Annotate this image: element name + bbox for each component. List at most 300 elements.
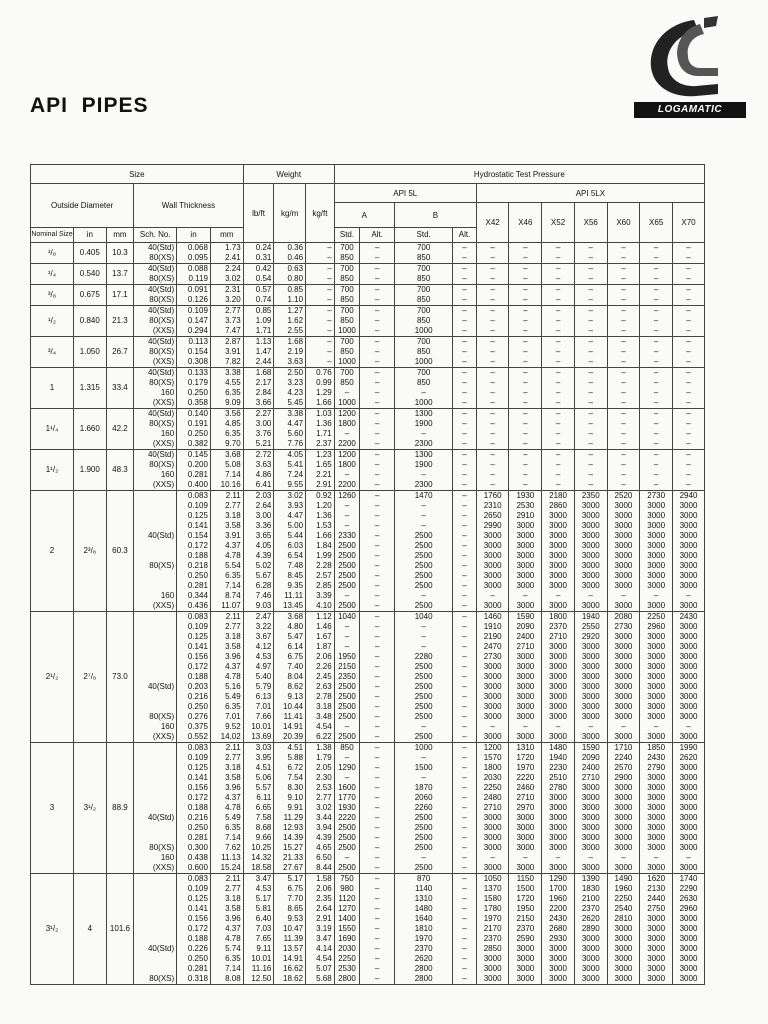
x65-cell: 3000: [640, 642, 673, 652]
a-std-cell: –: [334, 753, 360, 763]
b-std-cell: 2500: [395, 863, 453, 874]
x46-cell: 3000: [509, 944, 542, 954]
x52-cell: 3000: [542, 944, 575, 954]
a-std-cell: –: [334, 501, 360, 511]
sch-no-cell: 80(XS): [134, 347, 177, 357]
kg-ft-cell: 1.36: [306, 511, 335, 521]
x70-cell: 3000: [673, 551, 705, 561]
x70-cell: 3000: [673, 521, 705, 531]
x65-cell: 3000: [640, 934, 673, 944]
wt-mm-header: mm: [210, 228, 243, 243]
x42-cell: –: [476, 253, 509, 264]
wt-mm-cell: 2.77: [210, 753, 243, 763]
b-alt-cell: –: [453, 642, 477, 652]
a-std-cell: 2500: [334, 823, 360, 833]
od-mm-cell: 21.3: [106, 306, 134, 337]
lb-ft-cell: 1.47: [243, 347, 274, 357]
a-alt-cell: –: [360, 470, 395, 480]
sch-no-cell: [134, 753, 177, 763]
kg-m-cell: 1.68: [274, 337, 306, 348]
lb-ft-cell: 6.40: [243, 914, 274, 924]
x52-cell: 2180: [542, 491, 575, 502]
a-std-cell: 700: [334, 368, 360, 379]
wt-mm-cell: 3.02: [210, 274, 243, 285]
wt-mm-cell: 3.96: [210, 783, 243, 793]
a-std-cell: 2500: [334, 682, 360, 692]
x46-cell: 3000: [509, 833, 542, 843]
x56-cell: 3000: [574, 511, 607, 521]
a-std-cell: 1000: [334, 357, 360, 368]
wall-thickness-header: Wall Thickness: [134, 184, 243, 228]
x65-cell: –: [640, 853, 673, 863]
wt-mm-cell: 7.14: [210, 581, 243, 591]
b-alt-cell: –: [453, 450, 477, 461]
wt-in-cell: 0.141: [177, 642, 211, 652]
a-alt-cell: –: [360, 450, 395, 461]
b-alt-cell: –: [453, 793, 477, 803]
lb-ft-cell: 0.31: [243, 253, 274, 264]
wt-in-cell: 0.188: [177, 803, 211, 813]
x70-cell: 3000: [673, 511, 705, 521]
x65-cell: 3000: [640, 652, 673, 662]
a-alt-cell: –: [360, 581, 395, 591]
x65-cell: 3000: [640, 863, 673, 874]
kg-ft-cell: 2.35: [306, 894, 335, 904]
x46-cell: –: [509, 368, 542, 379]
kg-ft-header: kg/ft: [306, 184, 335, 243]
x65-cell: 3000: [640, 803, 673, 813]
sch-no-cell: [134, 954, 177, 964]
x56-cell: –: [574, 591, 607, 601]
x56-cell: 3000: [574, 934, 607, 944]
table-row: [31, 743, 705, 754]
x42-cell: 3000: [476, 551, 509, 561]
kg-m-cell: 0.85: [274, 285, 306, 296]
x70-cell: –: [673, 853, 705, 863]
a-std-cell: –: [334, 511, 360, 521]
x52-cell: –: [542, 243, 575, 254]
x65-cell: –: [640, 253, 673, 264]
x42-cell: 2650: [476, 511, 509, 521]
x42-cell: 3000: [476, 863, 509, 874]
od-mm-cell: 33.4: [106, 368, 134, 409]
x70-cell: –: [673, 326, 705, 337]
b-std-cell: 700: [395, 306, 453, 317]
x70-cell: 3000: [673, 732, 705, 743]
x60-cell: 3000: [607, 692, 640, 702]
x56-cell: 3000: [574, 944, 607, 954]
kg-m-cell: 5.41: [274, 460, 306, 470]
kg-m-cell: 1.62: [274, 316, 306, 326]
wt-mm-cell: 3.68: [210, 450, 243, 461]
b-alt-cell: –: [453, 480, 477, 491]
wt-in-cell: 0.600: [177, 863, 211, 874]
a-alt-cell: –: [360, 388, 395, 398]
wt-in-cell: 0.125: [177, 894, 211, 904]
x56-cell: 1940: [574, 612, 607, 623]
kg-ft-cell: –: [306, 316, 335, 326]
wt-mm-cell: 6.35: [210, 702, 243, 712]
x46-cell: –: [509, 591, 542, 601]
kg-ft-cell: 2.63: [306, 682, 335, 692]
x46-cell: –: [509, 853, 542, 863]
wt-in-cell: 0.438: [177, 853, 211, 863]
wt-mm-cell: 3.58: [210, 904, 243, 914]
a-std-cell: 700: [334, 285, 360, 296]
kg-ft-cell: –: [306, 357, 335, 368]
wt-mm-cell: 6.35: [210, 388, 243, 398]
a-alt-cell: –: [360, 954, 395, 964]
sch-no-cell: (XXS): [134, 601, 177, 612]
kg-m-cell: 27.67: [274, 863, 306, 874]
kg-ft-cell: 1.20: [306, 501, 335, 511]
x60-cell: –: [607, 316, 640, 326]
sch-no-cell: [134, 934, 177, 944]
x42-cell: –: [476, 368, 509, 379]
x60-cell: –: [607, 591, 640, 601]
x52-cell: 3000: [542, 521, 575, 531]
kg-m-cell: 3.93: [274, 501, 306, 511]
x60-cell: 3000: [607, 974, 640, 985]
b-std-cell: 2300: [395, 439, 453, 450]
lb-ft-cell: 3.03: [243, 743, 274, 754]
lb-ft-cell: 7.66: [243, 712, 274, 722]
x46-cell: 1950: [509, 904, 542, 914]
x46-cell: 3000: [509, 682, 542, 692]
x52-cell: 2230: [542, 763, 575, 773]
sch-no-cell: 160: [134, 722, 177, 732]
x70-cell: 2430: [673, 612, 705, 623]
b-std-cell: 850: [395, 347, 453, 357]
kg-m-cell: 7.40: [274, 662, 306, 672]
x56-cell: 3000: [574, 541, 607, 551]
x52-cell: 3000: [542, 843, 575, 853]
kg-ft-cell: 1.67: [306, 632, 335, 642]
x42-cell: 2990: [476, 521, 509, 531]
wt-mm-cell: 3.96: [210, 914, 243, 924]
b-alt-cell: –: [453, 652, 477, 662]
sch-no-cell: 80(XS): [134, 712, 177, 722]
b-std-cell: 2280: [395, 652, 453, 662]
x56-cell: 3000: [574, 803, 607, 813]
a-alt-cell: –: [360, 561, 395, 571]
a-alt-cell: –: [360, 419, 395, 429]
x70-cell: 3000: [673, 954, 705, 964]
x70-cell: 3000: [673, 924, 705, 934]
a-std-cell: –: [334, 521, 360, 531]
x52-cell: 3000: [542, 581, 575, 591]
kg-m-cell: 9.13: [274, 692, 306, 702]
x42-cell: 1370: [476, 884, 509, 894]
x60-cell: 3000: [607, 632, 640, 642]
x56-cell: 3000: [574, 521, 607, 531]
kg-m-cell: 4.47: [274, 419, 306, 429]
a-alt-cell: –: [360, 253, 395, 264]
x65-cell: –: [640, 419, 673, 429]
x42-cell: 1200: [476, 743, 509, 754]
b-std-cell: 2620: [395, 954, 453, 964]
b-alt-cell: –: [453, 337, 477, 348]
wt-in-cell: 0.216: [177, 692, 211, 702]
a-alt-cell: –: [360, 337, 395, 348]
wt-mm-cell: 7.82: [210, 357, 243, 368]
a-std-cell: –: [334, 632, 360, 642]
x52-cell: 2430: [542, 914, 575, 924]
a-alt-cell: –: [360, 743, 395, 754]
a-std-cell: 2500: [334, 541, 360, 551]
a-std-cell: 1000: [334, 326, 360, 337]
x52-cell: –: [542, 295, 575, 306]
kg-ft-cell: 1.84: [306, 541, 335, 551]
wt-in-cell: 0.095: [177, 253, 211, 264]
a-std-cell: 2500: [334, 702, 360, 712]
kg-m-cell: 10.44: [274, 702, 306, 712]
x60-cell: 3000: [607, 531, 640, 541]
x60-cell: –: [607, 357, 640, 368]
x56-cell: 3000: [574, 561, 607, 571]
b-alt-cell: –: [453, 581, 477, 591]
b-std-cell: 1300: [395, 409, 453, 420]
x52-cell: 3000: [542, 652, 575, 662]
x46-cell: 3000: [509, 551, 542, 561]
lb-ft-cell: 7.01: [243, 702, 274, 712]
b-std-cell: 1900: [395, 419, 453, 429]
x42-cell: –: [476, 285, 509, 296]
kg-m-cell: 9.35: [274, 581, 306, 591]
kg-m-cell: 9.55: [274, 480, 306, 491]
x52-cell: –: [542, 378, 575, 388]
x52-cell: 1700: [542, 884, 575, 894]
x42-cell: 3000: [476, 692, 509, 702]
x52-cell: –: [542, 264, 575, 275]
x70-cell: 3000: [673, 601, 705, 612]
a-alt-cell: –: [360, 357, 395, 368]
a-std-cell: 2500: [334, 712, 360, 722]
b-alt-cell: –: [453, 264, 477, 275]
b-alt-cell: –: [453, 974, 477, 985]
x52-cell: 3000: [542, 571, 575, 581]
b-std-cell: 2500: [395, 843, 453, 853]
outside-diameter-header: Outside Diameter: [31, 184, 134, 228]
kg-m-cell: 5.44: [274, 531, 306, 541]
od-mm-cell: 73.0: [106, 612, 134, 743]
x42-cell: 2310: [476, 501, 509, 511]
x42-cell: 2730: [476, 652, 509, 662]
kg-m-cell: 0.36: [274, 243, 306, 254]
a-std-cell: 1040: [334, 612, 360, 623]
kg-ft-cell: 1.71: [306, 429, 335, 439]
x56-cell: –: [574, 722, 607, 732]
a-std-cell: –: [334, 722, 360, 732]
x52-cell: –: [542, 368, 575, 379]
a-std-cell: 850: [334, 347, 360, 357]
x56-cell: –: [574, 460, 607, 470]
wt-mm-cell: 2.24: [210, 264, 243, 275]
b-alt-cell: –: [453, 914, 477, 924]
b-alt-cell: –: [453, 521, 477, 531]
b-alt-cell: –: [453, 732, 477, 743]
b-std-cell: 2370: [395, 944, 453, 954]
b-alt-cell: –: [453, 753, 477, 763]
wt-in-cell: 0.250: [177, 702, 211, 712]
x65-cell: 3000: [640, 581, 673, 591]
wt-in-cell: 0.179: [177, 378, 211, 388]
x46-cell: 1970: [509, 763, 542, 773]
x52-cell: –: [542, 306, 575, 317]
grade-a-header: A: [334, 203, 394, 228]
sch-no-cell: [134, 501, 177, 511]
table-row: [31, 337, 705, 348]
x60-cell: –: [607, 347, 640, 357]
a-std-cell: 2500: [334, 843, 360, 853]
a-std-cell: 850: [334, 378, 360, 388]
wt-mm-cell: 2.11: [210, 612, 243, 623]
x70-cell: 3000: [673, 652, 705, 662]
a-std-cell: 2500: [334, 571, 360, 581]
a-alt-cell: –: [360, 773, 395, 783]
x70-cell: 3000: [673, 642, 705, 652]
a-std-cell: 1600: [334, 783, 360, 793]
b-std-cell: 1970: [395, 934, 453, 944]
kg-m-cell: 1.27: [274, 306, 306, 317]
x60-cell: 3000: [607, 601, 640, 612]
size-header: Size: [31, 165, 244, 184]
x56-cell: 3000: [574, 783, 607, 793]
x46-cell: 3000: [509, 843, 542, 853]
x65-cell: 3000: [640, 914, 673, 924]
x70-header: X70: [673, 203, 705, 243]
kg-ft-cell: 1.03: [306, 409, 335, 420]
b-alt-cell: –: [453, 429, 477, 439]
a-std-cell: 1000: [334, 398, 360, 409]
x70-cell: 3000: [673, 843, 705, 853]
kg-ft-cell: 2.77: [306, 793, 335, 803]
x42-cell: –: [476, 439, 509, 450]
x42-cell: 1970: [476, 914, 509, 924]
x46-cell: 3000: [509, 712, 542, 722]
x60-cell: –: [607, 264, 640, 275]
x46-cell: –: [509, 450, 542, 461]
lb-ft-cell: 6.11: [243, 793, 274, 803]
x42-cell: –: [476, 316, 509, 326]
wt-in-cell: 0.083: [177, 491, 211, 502]
wt-in-cell: 0.250: [177, 571, 211, 581]
x65-cell: –: [640, 316, 673, 326]
kg-ft-cell: 1.23: [306, 450, 335, 461]
kg-ft-cell: –: [306, 264, 335, 275]
x52-cell: 3000: [542, 974, 575, 985]
b-std-cell: 2500: [395, 712, 453, 722]
kg-m-cell: 12.93: [274, 823, 306, 833]
a-std-cell: 700: [334, 243, 360, 254]
x56-cell: –: [574, 450, 607, 461]
a-alt-cell: –: [360, 652, 395, 662]
a-std-cell: 1260: [334, 491, 360, 502]
wt-in-cell: 0.276: [177, 712, 211, 722]
x46-cell: –: [509, 388, 542, 398]
x42-cell: –: [476, 243, 509, 254]
wt-in-cell: 0.216: [177, 813, 211, 823]
lb-ft-cell: 5.57: [243, 783, 274, 793]
a-std-cell: 850: [334, 274, 360, 285]
lb-ft-cell: 12.50: [243, 974, 274, 985]
b-alt-cell: –: [453, 612, 477, 623]
lb-ft-cell: 5.21: [243, 439, 274, 450]
b-alt-cell: –: [453, 813, 477, 823]
sch-no-cell: 80(XS): [134, 843, 177, 853]
x42-cell: –: [476, 337, 509, 348]
x65-cell: –: [640, 347, 673, 357]
sch-no-cell: 80(XS): [134, 295, 177, 306]
x42-cell: 2250: [476, 783, 509, 793]
x52-cell: 1940: [542, 753, 575, 763]
wt-in-cell: 0.109: [177, 753, 211, 763]
a-alt-cell: –: [360, 642, 395, 652]
grade-b-header: B: [395, 203, 477, 228]
x60-cell: 3000: [607, 571, 640, 581]
wt-in-cell: 0.091: [177, 285, 211, 296]
lb-ft-cell: 6.28: [243, 581, 274, 591]
b-std-cell: 2060: [395, 793, 453, 803]
x46-cell: –: [509, 439, 542, 450]
kg-ft-cell: 2.26: [306, 662, 335, 672]
x52-cell: 3000: [542, 803, 575, 813]
kg-ft-cell: 1.53: [306, 521, 335, 531]
x42-cell: 3000: [476, 601, 509, 612]
wt-mm-cell: 4.78: [210, 672, 243, 682]
od-mm-cell: 13.7: [106, 264, 134, 285]
b-alt-cell: –: [453, 722, 477, 732]
wt-mm-cell: 6.35: [210, 429, 243, 439]
wt-mm-cell: 1.73: [210, 243, 243, 254]
a-alt-cell: –: [360, 702, 395, 712]
lb-ft-cell: 4.53: [243, 884, 274, 894]
kg-m-cell: 4.80: [274, 622, 306, 632]
x46-cell: –: [509, 306, 542, 317]
x56-cell: 3000: [574, 692, 607, 702]
b-alt-cell: –: [453, 672, 477, 682]
wt-in-cell: 0.156: [177, 652, 211, 662]
b-std-cell: 2500: [395, 662, 453, 672]
b-alt-cell: –: [453, 874, 477, 885]
b-std-cell: 870: [395, 874, 453, 885]
x52-cell: 2370: [542, 622, 575, 632]
wt-mm-cell: 9.09: [210, 398, 243, 409]
b-std-cell: –: [395, 511, 453, 521]
sch-no-cell: (XXS): [134, 732, 177, 743]
x70-cell: 2940: [673, 491, 705, 502]
kg-m-cell: 3.23: [274, 378, 306, 388]
b-alt-cell: –: [453, 833, 477, 843]
b-std-cell: 1000: [395, 743, 453, 754]
b-alt-cell: –: [453, 316, 477, 326]
a-std-cell: 1690: [334, 934, 360, 944]
sch-no-cell: [134, 773, 177, 783]
x60-cell: 3000: [607, 642, 640, 652]
lb-ft-cell: 2.03: [243, 491, 274, 502]
lb-ft-cell: 0.24: [243, 243, 274, 254]
x70-cell: –: [673, 480, 705, 491]
a-alt-cell: –: [360, 264, 395, 275]
x52-cell: 2510: [542, 773, 575, 783]
lb-ft-header: lb/ft: [243, 184, 274, 243]
nominal-size-cell: 1¹/₂: [31, 450, 74, 491]
x52-cell: 1800: [542, 612, 575, 623]
x56-cell: 3000: [574, 974, 607, 985]
od-mm-cell: 101.6: [106, 874, 134, 985]
x46-cell: –: [509, 480, 542, 491]
x56-cell: 2370: [574, 904, 607, 914]
